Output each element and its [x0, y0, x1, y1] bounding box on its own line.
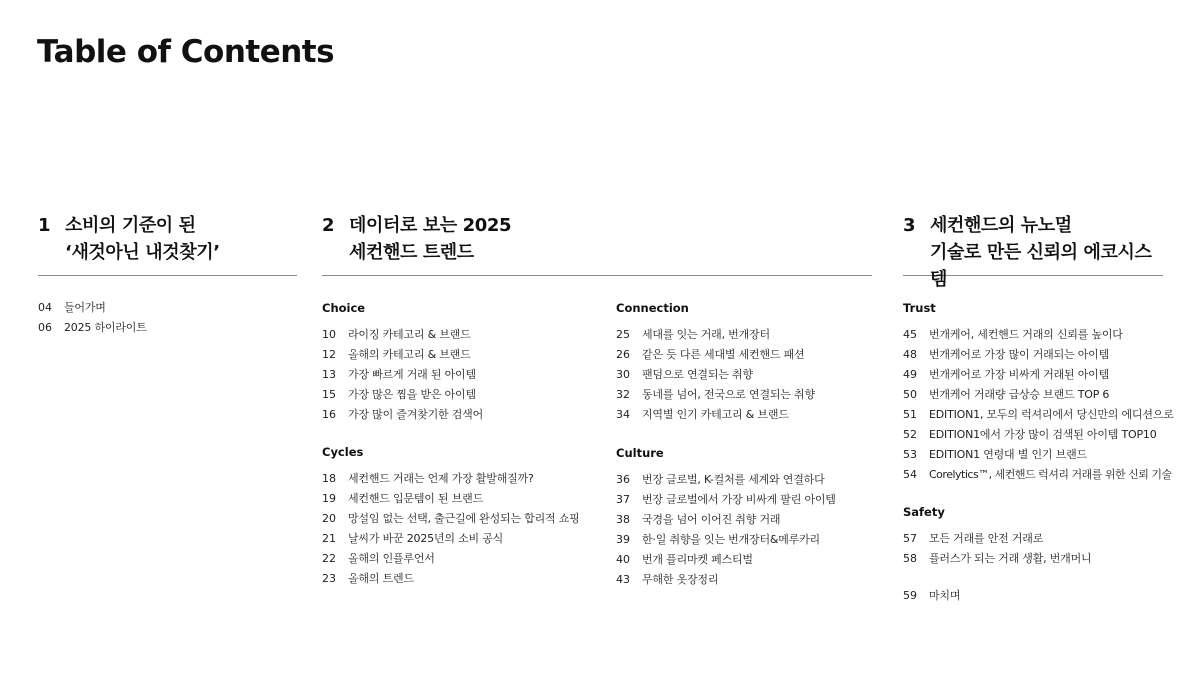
entry-title: 올해의 트렌드 — [348, 572, 414, 585]
toc-entry[interactable] — [616, 510, 876, 530]
entry-page: 49 — [903, 368, 917, 381]
entry-page: 18 — [322, 472, 336, 485]
entry-title: 번개케어, 세컨핸드 거래의 신뢰를 높이다 — [929, 328, 1123, 341]
toc-entry[interactable] — [38, 298, 297, 318]
entry-page: 53 — [903, 448, 917, 461]
toc-entry[interactable] — [903, 586, 1195, 606]
entry-title: 세대를 잇는 거래, 번개장터 — [642, 328, 770, 341]
toc-entry[interactable] — [322, 469, 607, 489]
entry-page: 13 — [322, 368, 336, 381]
part-title-line: 소비의 기준이 된 — [65, 215, 196, 236]
toc-entry[interactable] — [322, 489, 607, 509]
entry-title: 가장 많은 찜을 받은 아이템 — [348, 388, 476, 401]
entry-title: 무해한 옷장정리 — [642, 573, 719, 586]
toc-entry[interactable] — [903, 549, 1195, 569]
section-connection — [616, 300, 876, 425]
section-cycles — [322, 444, 607, 589]
entry-page: 58 — [903, 552, 917, 565]
part-number: 2 — [322, 215, 335, 236]
entry-page: 10 — [322, 328, 336, 341]
part-title — [930, 212, 1163, 293]
toc-entry[interactable] — [616, 345, 876, 365]
entry-page: 54 — [903, 468, 917, 481]
entry-page: 37 — [616, 493, 630, 506]
toc-entry[interactable] — [616, 530, 876, 550]
section-culture — [616, 445, 876, 590]
part-title-line: 기술로 만든 신뢰의 에코시스템 — [930, 242, 1152, 290]
entry-title: 번장 글로벌, K-컬처를 세계와 연결하다 — [642, 473, 825, 486]
toc-entry[interactable] — [322, 325, 607, 345]
entry-page: 15 — [322, 388, 336, 401]
entry-title: 번개 플리마켓 페스티벌 — [642, 553, 753, 566]
entry-title: 날씨가 바꾼 2025년의 소비 공식 — [348, 532, 504, 545]
part-1 — [38, 212, 297, 276]
toc-entry[interactable] — [616, 365, 876, 385]
part-3 — [903, 212, 1163, 290]
entry-title: 지역별 인기 카테고리 & 브랜드 — [642, 408, 789, 421]
toc-entry[interactable] — [322, 509, 607, 529]
entry-page: 48 — [903, 348, 917, 361]
part-title — [65, 212, 220, 266]
entry-page: 38 — [616, 513, 630, 526]
entry-page: 22 — [322, 552, 336, 565]
toc-entry[interactable] — [322, 365, 607, 385]
part-title-line: ‘새것아닌 내것찾기’ — [65, 242, 220, 263]
part-number: 3 — [903, 215, 916, 236]
entry-page: 57 — [903, 532, 917, 545]
part-title-line: 데이터로 보는 2025 — [349, 215, 512, 236]
section-trust — [903, 300, 1195, 485]
toc-entry[interactable] — [903, 529, 1195, 549]
toc-entry[interactable] — [903, 325, 1195, 345]
entry-title: 한·일 취향을 잇는 번개장터&메루카리 — [642, 533, 820, 546]
entry-title: 들어가며 — [64, 301, 106, 314]
entry-title: EDITION1, 모두의 럭셔리에서 당신만의 에디션으로 — [929, 408, 1174, 421]
toc-entry[interactable] — [616, 405, 876, 425]
entry-title: 2025 하이라이트 — [64, 321, 147, 334]
entry-title: 올해의 카테고리 & 브랜드 — [348, 348, 471, 361]
entry-page: 23 — [322, 572, 336, 585]
entry-title: 가장 빠르게 거래 된 아이템 — [348, 368, 476, 381]
entry-title: EDITION1 연령대 별 인기 브랜드 — [929, 448, 1087, 461]
entry-page: 12 — [322, 348, 336, 361]
section-label: Cycles — [322, 445, 364, 459]
section-intro — [38, 298, 297, 338]
entry-title: EDITION1에서 가장 많이 검색된 아이템 TOP10 — [929, 428, 1157, 441]
entry-page: 25 — [616, 328, 630, 341]
entry-page: 16 — [322, 408, 336, 421]
part-2-header — [322, 212, 872, 276]
entry-title: 라이징 카테고리 & 브랜드 — [348, 328, 471, 341]
toc-entry[interactable] — [322, 549, 607, 569]
toc-entry[interactable] — [616, 550, 876, 570]
entry-page: 39 — [616, 533, 630, 546]
section-outro — [903, 586, 1195, 606]
entry-title: 망설임 없는 선택, 출근길에 완성되는 합리적 쇼핑 — [348, 512, 580, 525]
toc-entry[interactable] — [903, 425, 1195, 445]
entry-title: 플러스가 되는 거래 생활, 번개머니 — [929, 552, 1092, 565]
entry-title: 번개케어로 가장 많이 거래되는 아이템 — [929, 348, 1110, 361]
entry-page: 26 — [616, 348, 630, 361]
toc-entry[interactable] — [616, 570, 876, 590]
entry-page: 19 — [322, 492, 336, 505]
toc-entry[interactable] — [322, 345, 607, 365]
toc-entry[interactable] — [322, 529, 607, 549]
toc-entry[interactable] — [903, 345, 1195, 365]
entry-page: 32 — [616, 388, 630, 401]
toc-entry[interactable] — [903, 365, 1195, 385]
entry-title: 국경을 넘어 이어진 취향 거래 — [642, 513, 781, 526]
entry-title: 번개케어 거래량 급상승 브랜드 TOP 6 — [929, 388, 1110, 401]
toc-entry[interactable] — [903, 385, 1195, 405]
entry-page: 06 — [38, 321, 52, 334]
entry-title: 같은 듯 다른 세대별 세컨핸드 패션 — [642, 348, 805, 361]
section-label: Safety — [903, 505, 945, 519]
section-label: Choice — [322, 301, 366, 315]
entry-title: 가장 많이 즐겨찾기한 검색어 — [348, 408, 484, 421]
toc-entry[interactable] — [616, 470, 876, 490]
part-title-line: 세컨핸드의 뉴노멀 — [930, 215, 1072, 236]
section-label: Trust — [903, 301, 936, 315]
toc-entry[interactable] — [38, 318, 297, 338]
toc-entry[interactable] — [616, 385, 876, 405]
entry-page: 36 — [616, 473, 630, 486]
toc-entry[interactable] — [616, 490, 876, 510]
entry-title: 번개케어로 가장 비싸게 거래된 아이템 — [929, 368, 1110, 381]
toc-entry[interactable] — [903, 465, 1195, 485]
entry-page: 43 — [616, 573, 630, 586]
part-1-header — [38, 212, 297, 276]
page-title: Table of Contents — [37, 34, 335, 70]
toc-entry[interactable] — [322, 569, 607, 589]
entry-title: 번장 글로벌에서 가장 비싸게 팔린 아이템 — [642, 493, 836, 506]
section-label: Culture — [616, 446, 664, 460]
section-label: Connection — [616, 301, 689, 315]
toc-entry[interactable] — [322, 385, 607, 405]
entry-title: 팬덤으로 연결되는 취향 — [642, 368, 753, 381]
entry-title: 세컨핸드 입문템이 된 브랜드 — [348, 492, 484, 505]
part-title — [349, 212, 511, 266]
entry-page: 52 — [903, 428, 917, 441]
entry-page: 30 — [616, 368, 630, 381]
toc-entry[interactable] — [322, 405, 607, 425]
entry-title: 모든 거래를 안전 거래로 — [929, 532, 1044, 545]
entry-title: 올해의 인플루언서 — [348, 552, 435, 565]
part-number: 1 — [38, 215, 51, 236]
entry-page: 51 — [903, 408, 917, 421]
entry-title: Corelytics™, 세컨핸드 럭셔리 거래를 위한 신뢰 기술 — [929, 468, 1172, 481]
entry-title: 세컨핸드 거래는 언제 가장 활발해질까? — [348, 472, 534, 485]
entry-page: 21 — [322, 532, 336, 545]
toc-entry[interactable] — [616, 325, 876, 345]
section-safety — [903, 504, 1195, 569]
entry-page: 59 — [903, 589, 917, 602]
part-title-line: 세컨핸드 트렌드 — [349, 242, 474, 263]
entry-title: 동네를 넘어, 전국으로 연결되는 취향 — [642, 388, 815, 401]
entry-page: 50 — [903, 388, 917, 401]
entry-page: 45 — [903, 328, 917, 341]
entry-page: 20 — [322, 512, 336, 525]
entry-page: 34 — [616, 408, 630, 421]
part-3-header — [903, 212, 1163, 290]
entry-page: 40 — [616, 553, 630, 566]
entry-page: 04 — [38, 301, 52, 314]
section-choice — [322, 300, 607, 425]
part-2 — [322, 212, 872, 276]
toc-entry[interactable] — [903, 405, 1195, 425]
toc-entry[interactable] — [903, 445, 1195, 465]
entry-title: 마치며 — [929, 589, 961, 602]
